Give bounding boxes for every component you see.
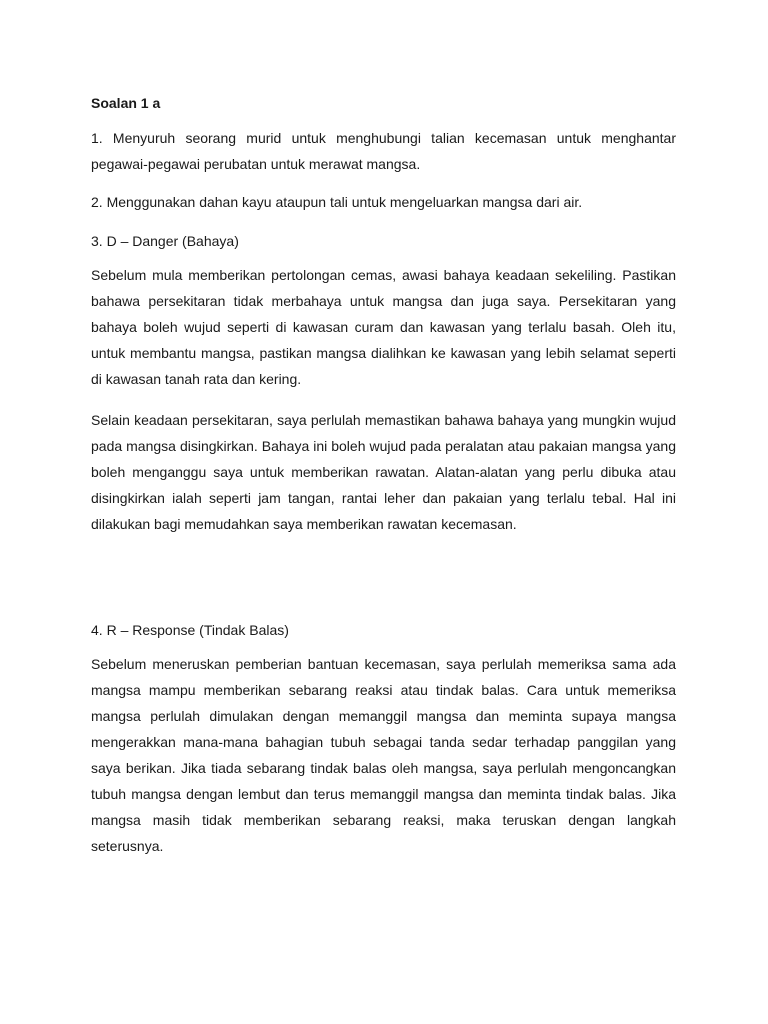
section-heading: Soalan 1 a <box>91 95 161 111</box>
paragraph-danger-body-2: Selain keadaan persekitaran, saya perlulah memastikan bahawa bahaya yang mungkin wujud pada mangsa disingkirkan. Bahaya ini boleh wujud pada peralatan atau pakaian mangsa yang boleh menganggu saya untuk memberikan rawatan. Alatan-alatan yang perlu dibuka atau disingkirkan ialah seperti jam tangan, rantai leher dan pakaian yang terlalu tebal. Hal ini dilakukan bagi memudahkan saya memberikan rawatan kecemasan. <box>91 412 676 532</box>
paragraph-danger-body-1: Sebelum mula memberikan pertolongan cemas, awasi bahaya keadaan sekeliling. Pastikan bahawa persekitaran tidak merbahaya untuk mangsa dan juga saya. Persekitaran yang bahaya boleh wujud seperti di kawasan curam dan kawasan yang terlalu basah. Oleh itu, untuk membantu mangsa, pastikan mangsa dialihkan ke kawasan yang lebih selamat seperti di kawasan tanah rata dan kering. <box>91 267 676 387</box>
paragraph-danger-heading: 3. D – Danger (Bahaya) <box>91 233 239 249</box>
paragraph-step-2: 2. Menggunakan dahan kayu ataupun tali untuk mengeluarkan mangsa dari air. <box>91 194 583 210</box>
paragraph-step-1: 1. Menyuruh seorang murid untuk menghubungi talian kecemasan untuk menghantar pegawai-pegawai perubatan untuk merawat mangsa. <box>91 130 676 172</box>
paragraph-response-heading: 4. R – Response (Tindak Balas) <box>91 622 289 638</box>
paragraph-response-body: Sebelum meneruskan pemberian bantuan kecemasan, saya perlulah memeriksa sama ada mangsa mampu memberikan sebarang reaksi atau tindak balas. Cara untuk memeriksa mangsa perlulah dimulakan dengan memanggil mangsa dan meminta supaya mangsa mengerakkan mana-mana bahagian tubuh sebagai tanda sedar terhadap panggilan yang saya berikan. Jika tiada sebarang tindak balas oleh mangsa, saya perlulah mengoncangkan tubuh mangsa dengan lembut dan terus memanggil mangsa dan meminta tindak balas. Jika mangsa masih tidak memberikan sebarang reaksi, maka teruskan dengan langkah seterusnya. <box>91 656 676 854</box>
